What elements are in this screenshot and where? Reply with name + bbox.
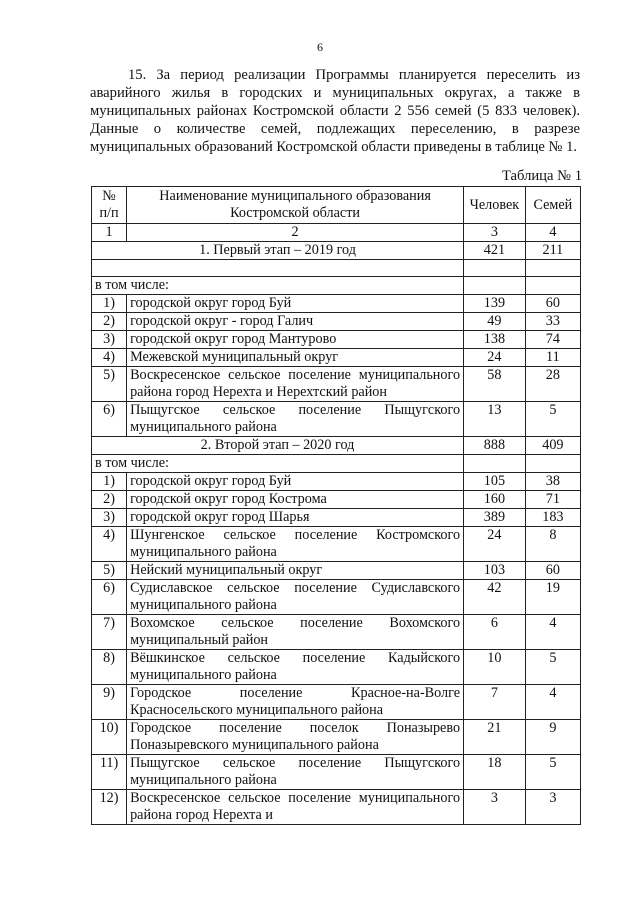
row-people: 10: [464, 650, 526, 685]
row-families: 38: [525, 473, 580, 491]
col-number: 3: [464, 224, 526, 242]
row-number: 1): [92, 473, 127, 491]
row-name: Городское поселение поселок Поназырево Поназыревского муниципального района: [127, 720, 464, 755]
empty-cell: [525, 277, 580, 295]
row-number: 6): [92, 402, 127, 437]
row-families: 5: [525, 755, 580, 790]
table-row: [92, 367, 581, 402]
empty-cell: [92, 260, 464, 277]
header-people: Человек: [464, 187, 526, 224]
column-number-row: [92, 224, 581, 242]
row-name: городской округ город Шарья: [127, 509, 464, 527]
table-row: [92, 720, 581, 755]
row-families: 5: [525, 650, 580, 685]
row-people: 49: [464, 313, 526, 331]
subheader-row: [92, 455, 581, 473]
col-number: 2: [127, 224, 464, 242]
row-people: 18: [464, 755, 526, 790]
row-people: 13: [464, 402, 526, 437]
table-row: [92, 650, 581, 685]
row-name: Пыщугское сельское поселение Пыщугского муниципального района: [127, 402, 464, 437]
row-number: 1): [92, 295, 127, 313]
row-name: городской округ город Мантурово: [127, 331, 464, 349]
subheader-label: в том числе:: [92, 277, 464, 295]
row-number: 4): [92, 527, 127, 562]
table-row: [92, 349, 581, 367]
row-number: 5): [92, 367, 127, 402]
table-row: [92, 580, 581, 615]
empty-row: [92, 260, 581, 277]
row-number: 5): [92, 562, 127, 580]
row-number: 10): [92, 720, 127, 755]
empty-cell: [464, 455, 526, 473]
table-row: [92, 313, 581, 331]
paragraph-text: 15. За период реализации Программы планируется переселить из аварийного жилья в городских и муниципальных округах, а также в муниципальных районах Костромской области 2 556 семей (5 833 человек). Данные о количестве семей, подлежащих переселению, в разрезе муниципальных образований Костромской области приведены в таблице № 1.: [90, 67, 580, 155]
table-row: [92, 331, 581, 349]
row-people: 24: [464, 349, 526, 367]
row-name: Воскресенское сельское поселение муниципального района город Нерехта и: [127, 790, 464, 825]
table-caption: Таблица № 1: [502, 168, 582, 184]
row-people: 139: [464, 295, 526, 313]
row-people: 6: [464, 615, 526, 650]
row-families: 19: [525, 580, 580, 615]
row-number: 12): [92, 790, 127, 825]
empty-cell: [464, 260, 526, 277]
col-number: 1: [92, 224, 127, 242]
row-families: 71: [525, 491, 580, 509]
table-row: [92, 473, 581, 491]
header-families: Семей: [525, 187, 580, 224]
table-row: [92, 685, 581, 720]
row-name: городской округ город Кострома: [127, 491, 464, 509]
subheader-label: в том числе:: [92, 455, 464, 473]
table-row: [92, 615, 581, 650]
row-families: 5: [525, 402, 580, 437]
row-families: 4: [525, 615, 580, 650]
row-people: 105: [464, 473, 526, 491]
stage-people: 421: [464, 242, 526, 260]
header-num: № п/п: [92, 187, 127, 224]
resettlement-table: [91, 186, 581, 825]
row-name: городской округ город Буй: [127, 295, 464, 313]
table-row: [92, 509, 581, 527]
row-name: Судиславское сельское поселение Судиславского муниципального района: [127, 580, 464, 615]
row-people: 103: [464, 562, 526, 580]
row-name: Вёшкинское сельское поселение Кадыйского муниципального района: [127, 650, 464, 685]
row-name: городской округ город Буй: [127, 473, 464, 491]
row-families: 183: [525, 509, 580, 527]
row-families: 9: [525, 720, 580, 755]
empty-cell: [464, 277, 526, 295]
row-name: Межевской муниципальный округ: [127, 349, 464, 367]
row-name: Нейский муниципальный округ: [127, 562, 464, 580]
subheader-row: [92, 277, 581, 295]
table-row: [92, 790, 581, 825]
table-row: [92, 527, 581, 562]
row-name: Воскресенское сельское поселение муниципального района город Нерехта и Нерехтский район: [127, 367, 464, 402]
row-name: Пыщугское сельское поселение Пыщугского муниципального района: [127, 755, 464, 790]
table-header-row: [92, 187, 581, 224]
row-people: 7: [464, 685, 526, 720]
table-row: [92, 402, 581, 437]
row-people: 21: [464, 720, 526, 755]
row-number: 3): [92, 331, 127, 349]
row-number: 2): [92, 313, 127, 331]
row-people: 24: [464, 527, 526, 562]
row-number: 2): [92, 491, 127, 509]
row-people: 138: [464, 331, 526, 349]
row-families: 8: [525, 527, 580, 562]
row-number: 4): [92, 349, 127, 367]
stage-title: 1. Первый этап – 2019 год: [92, 242, 464, 260]
stage-total-row: [92, 242, 581, 260]
row-people: 3: [464, 790, 526, 825]
row-families: 4: [525, 685, 580, 720]
row-number: 11): [92, 755, 127, 790]
row-families: 11: [525, 349, 580, 367]
stage-families: 211: [525, 242, 580, 260]
row-number: 8): [92, 650, 127, 685]
row-families: 28: [525, 367, 580, 402]
row-name: Шунгенское сельское поселение Костромского муниципального района: [127, 527, 464, 562]
row-families: 60: [525, 562, 580, 580]
stage-title: 2. Второй этап – 2020 год: [92, 437, 464, 455]
stage-people: 888: [464, 437, 526, 455]
row-name: городской округ - город Галич: [127, 313, 464, 331]
row-people: 42: [464, 580, 526, 615]
table-row: [92, 491, 581, 509]
table-row: [92, 295, 581, 313]
col-number: 4: [525, 224, 580, 242]
row-people: 58: [464, 367, 526, 402]
empty-cell: [525, 455, 580, 473]
row-name: Вохомское сельское поселение Вохомского муниципальный район: [127, 615, 464, 650]
row-families: 3: [525, 790, 580, 825]
row-number: 6): [92, 580, 127, 615]
row-number: 9): [92, 685, 127, 720]
row-families: 74: [525, 331, 580, 349]
table-row: [92, 755, 581, 790]
row-number: 7): [92, 615, 127, 650]
row-people: 160: [464, 491, 526, 509]
row-name: Городское поселение Красное-на-Волге Красносельского муниципального района: [127, 685, 464, 720]
row-families: 33: [525, 313, 580, 331]
row-people: 389: [464, 509, 526, 527]
table-row: [92, 562, 581, 580]
stage-total-row: [92, 437, 581, 455]
header-name: Наименование муниципального образования Костромской области: [127, 187, 464, 224]
intro-paragraph: [90, 66, 580, 156]
stage-families: 409: [525, 437, 580, 455]
empty-cell: [525, 260, 580, 277]
page-number: 6: [317, 40, 323, 54]
row-families: 60: [525, 295, 580, 313]
row-number: 3): [92, 509, 127, 527]
